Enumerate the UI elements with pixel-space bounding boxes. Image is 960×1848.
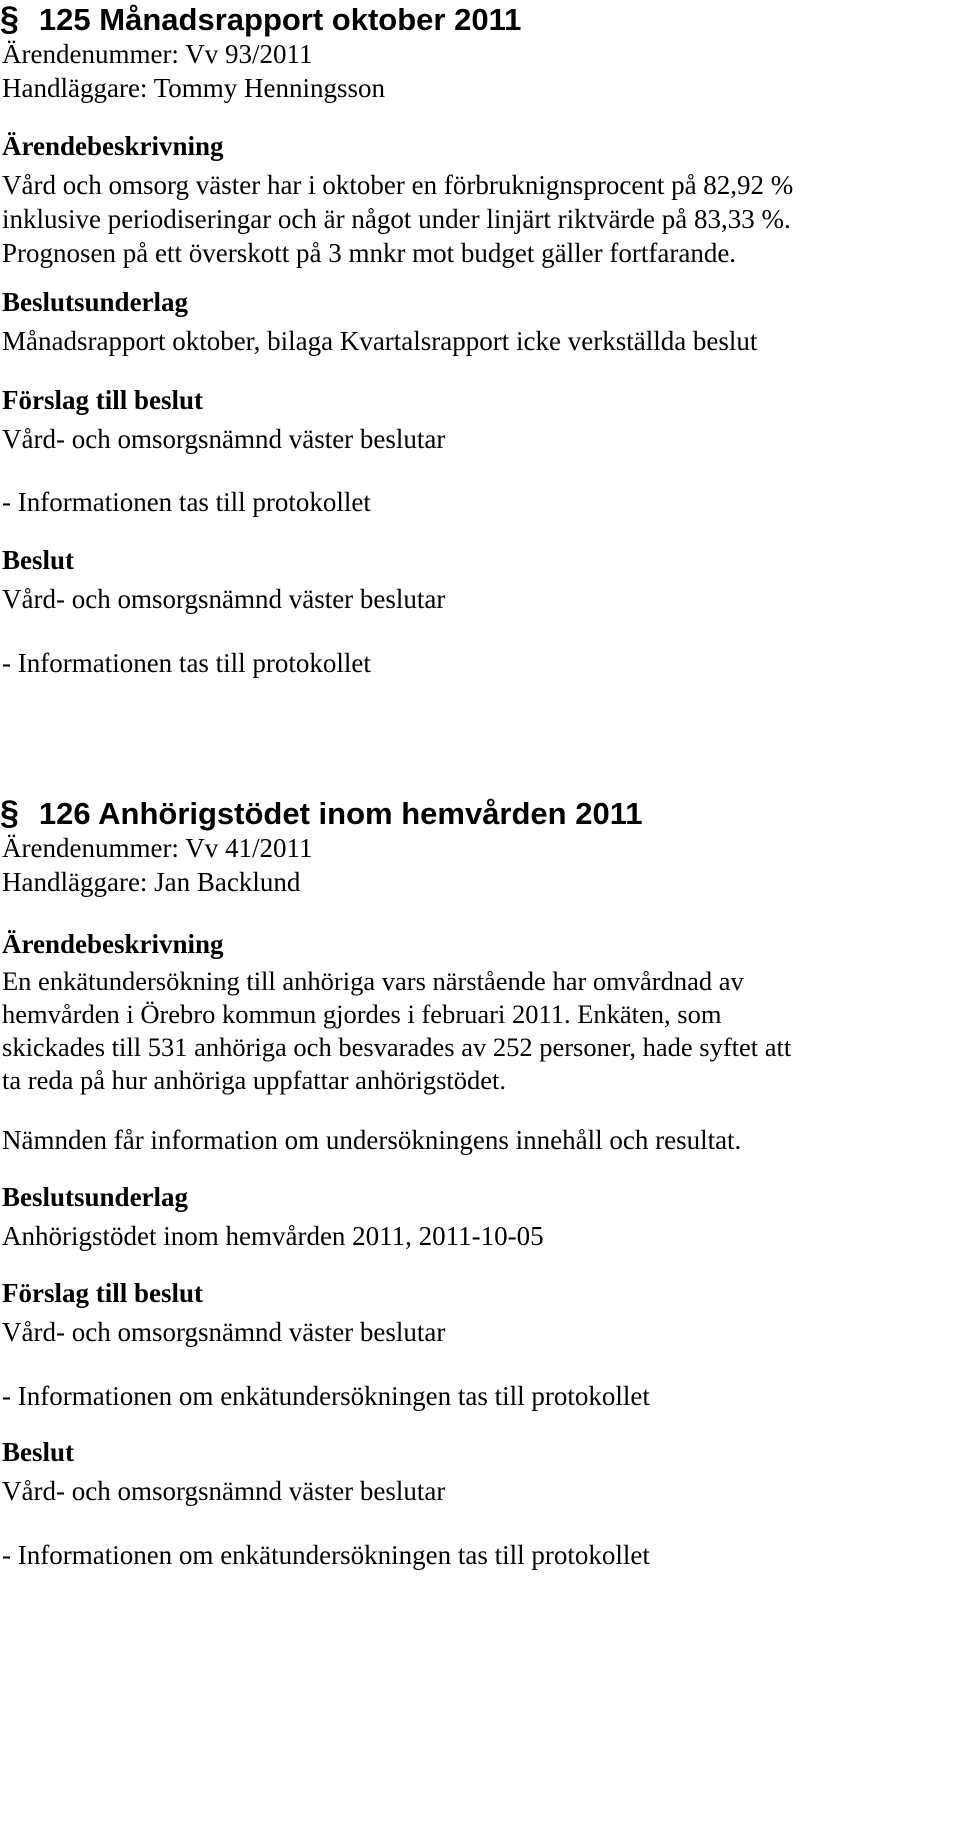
description-line: hemvården i Örebro kommun gjordes i februari 2011. Enkäten, som	[2, 999, 722, 1029]
section-title: Månadsrapport oktober 2011	[99, 2, 522, 37]
decision-heading: Beslut	[2, 1437, 75, 1467]
case-number: Ärendenummer: Vv 41/2011	[2, 833, 313, 863]
case-number: Ärendenummer: Vv 93/2011	[2, 39, 313, 69]
case-officer: Handläggare: Jan Backlund	[2, 867, 301, 897]
basis-heading: Beslutsunderlag	[2, 1182, 189, 1212]
decision-intro: Vård- och omsorgsnämnd väster beslutar	[2, 584, 446, 614]
decision-item: - Informationen om enkätundersökningen tas till protokollet	[2, 1540, 650, 1570]
case-officer: Handläggare: Tommy Henningsson	[2, 73, 386, 103]
description-heading: Ärendebeskrivning	[2, 131, 224, 161]
proposal-heading: Förslag till beslut	[2, 385, 203, 415]
description-line: En enkätundersökning till anhöriga vars närstående har omvårdnad av	[2, 966, 744, 996]
section-heading-126	[0, 793, 642, 834]
description-heading: Ärendebeskrivning	[2, 929, 224, 959]
description-line: inklusive periodiseringar och är något under linjärt riktvärde på 83,33 %.	[2, 204, 791, 234]
basis-text: Månadsrapport oktober, bilaga Kvartalsrapport icke verkställda beslut	[2, 326, 758, 356]
description-line: ta reda på hur anhöriga uppfattar anhörigstödet.	[2, 1065, 507, 1095]
decision-intro: Vård- och omsorgsnämnd väster beslutar	[2, 1476, 446, 1506]
section-number: 125	[38, 2, 91, 37]
basis-text: Anhörigstödet inom hemvården 2011, 2011-10-05	[2, 1221, 544, 1251]
decision-item: - Informationen tas till protokollet	[2, 648, 371, 678]
description-line: Vård och omsorg väster har i oktober en förbruknignsprocent på 82,92 %	[2, 170, 794, 200]
proposal-intro: Vård- och omsorgsnämnd väster beslutar	[2, 424, 446, 454]
description-line: skickades till 531 anhöriga och besvarades av 252 personer, hade syftet att	[2, 1032, 792, 1062]
proposal-item: - Informationen tas till protokollet	[2, 487, 371, 517]
description-note: Nämnden får information om undersökningens innehåll och resultat.	[2, 1125, 742, 1155]
decision-heading: Beslut	[2, 545, 75, 575]
section-title: Anhörigstödet inom hemvården 2011	[98, 796, 643, 831]
section-heading-125	[0, 0, 521, 40]
basis-heading: Beslutsunderlag	[2, 287, 189, 317]
section-number: 126	[38, 796, 91, 831]
section-sign: §	[0, 794, 19, 832]
proposal-heading: Förslag till beslut	[2, 1278, 203, 1308]
description-line: Prognosen på ett överskott på 3 mnkr mot budget gäller fortfarande.	[2, 238, 737, 268]
proposal-intro: Vård- och omsorgsnämnd väster beslutar	[2, 1317, 446, 1347]
section-sign: §	[0, 0, 19, 38]
proposal-item: - Informationen om enkätundersökningen tas till protokollet	[2, 1381, 650, 1411]
